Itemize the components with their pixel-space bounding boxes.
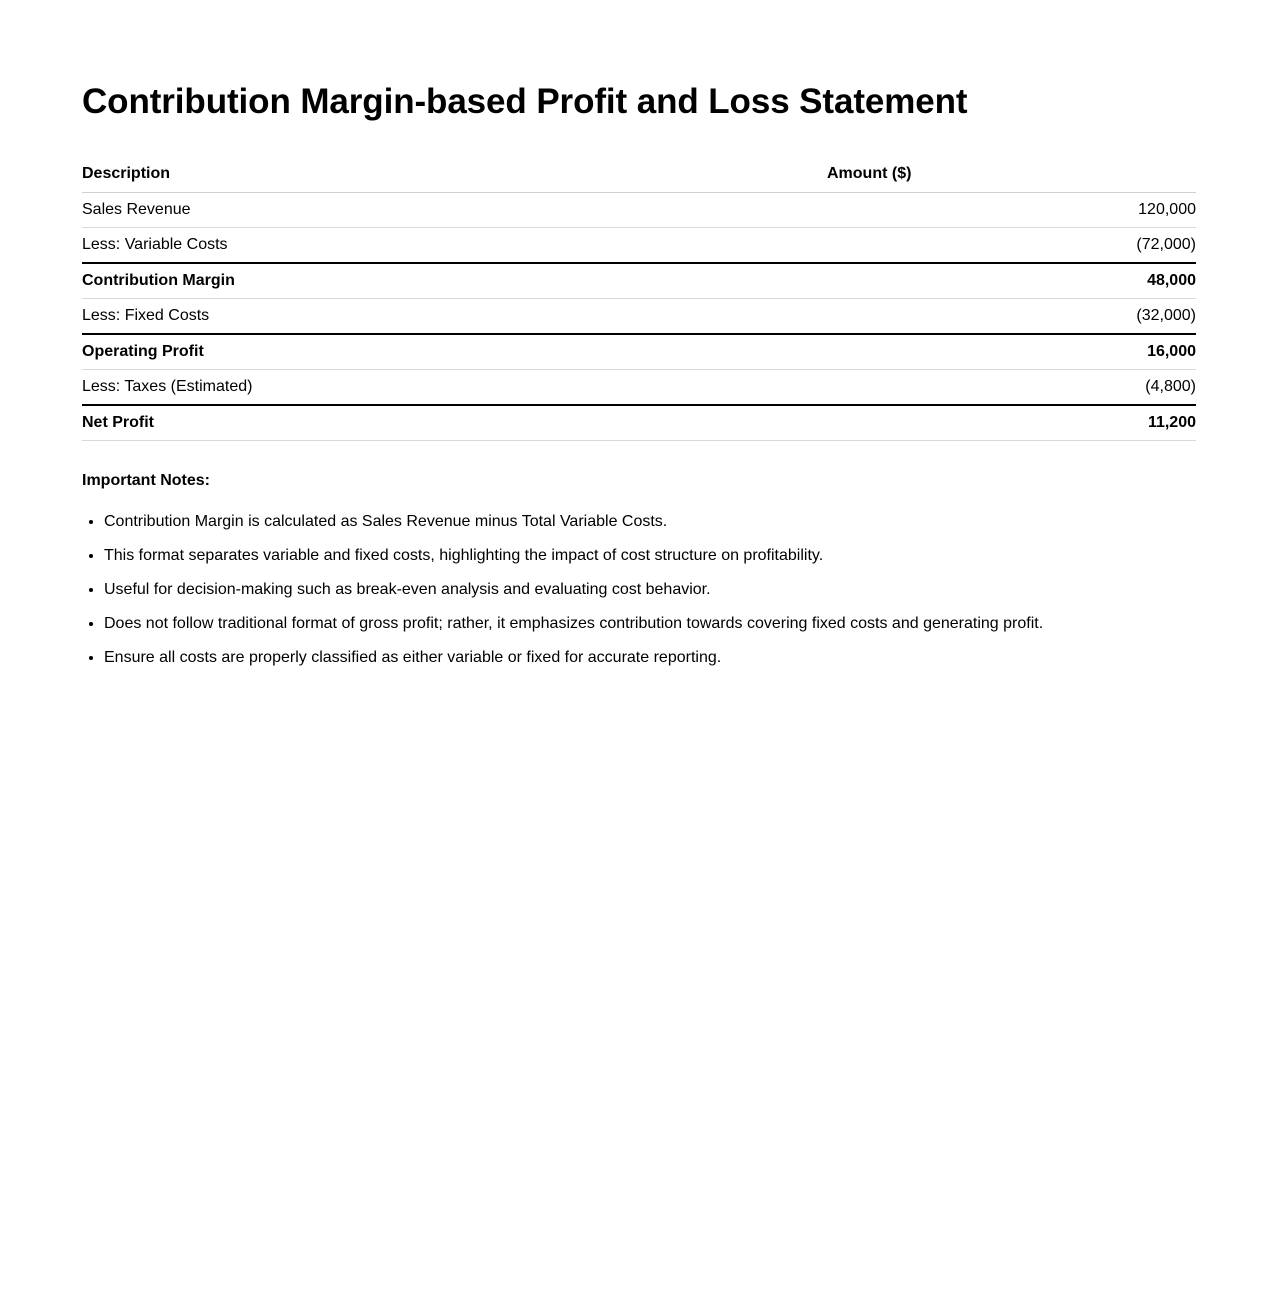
row-amount: (32,000) bbox=[827, 299, 1196, 335]
note-item: • This format separates variable and fixed costs, highlighting the impact of cost structure on profitability. bbox=[104, 547, 1196, 565]
table-row bbox=[82, 228, 1196, 264]
page-title: Contribution Margin-based Profit and Loss Statement bbox=[82, 82, 968, 121]
note-item: • Useful for decision-making such as break-even analysis and evaluating cost behavior. bbox=[104, 581, 1196, 599]
row-amount: (4,800) bbox=[827, 370, 1196, 406]
table-row-total bbox=[82, 405, 1196, 441]
table-row bbox=[82, 370, 1196, 406]
row-description: Contribution Margin bbox=[82, 263, 827, 299]
row-amount: 11,200 bbox=[827, 405, 1196, 441]
row-amount: (72,000) bbox=[827, 228, 1196, 264]
row-description: Less: Fixed Costs bbox=[82, 299, 827, 335]
table-header-row bbox=[82, 156, 1196, 193]
table-row bbox=[82, 193, 1196, 228]
row-description: Net Profit bbox=[82, 405, 827, 441]
amount-column-header: Amount ($) bbox=[827, 156, 1196, 193]
description-column-header: Description bbox=[82, 156, 827, 193]
row-amount: 16,000 bbox=[827, 334, 1196, 370]
row-amount: 48,000 bbox=[827, 263, 1196, 299]
table-row-total bbox=[82, 334, 1196, 370]
note-item: • Ensure all costs are properly classified as either variable or fixed for accurate reporting. bbox=[104, 649, 1196, 667]
row-amount: 120,000 bbox=[827, 193, 1196, 228]
table-row bbox=[82, 299, 1196, 335]
note-item: • Contribution Margin is calculated as Sales Revenue minus Total Variable Costs. bbox=[104, 513, 1196, 531]
notes-title: Important Notes: bbox=[82, 472, 210, 489]
notes-list bbox=[82, 513, 1196, 667]
profit-loss-table bbox=[82, 156, 1196, 441]
note-item: • Does not follow traditional format of gross profit; rather, it emphasizes contribution towards covering fixed costs and generating profit. bbox=[104, 615, 1196, 633]
row-description: Less: Variable Costs bbox=[82, 228, 827, 264]
row-description: Operating Profit bbox=[82, 334, 827, 370]
table-row-total bbox=[82, 263, 1196, 299]
row-description: Less: Taxes (Estimated) bbox=[82, 370, 827, 406]
row-description: Sales Revenue bbox=[82, 193, 827, 228]
